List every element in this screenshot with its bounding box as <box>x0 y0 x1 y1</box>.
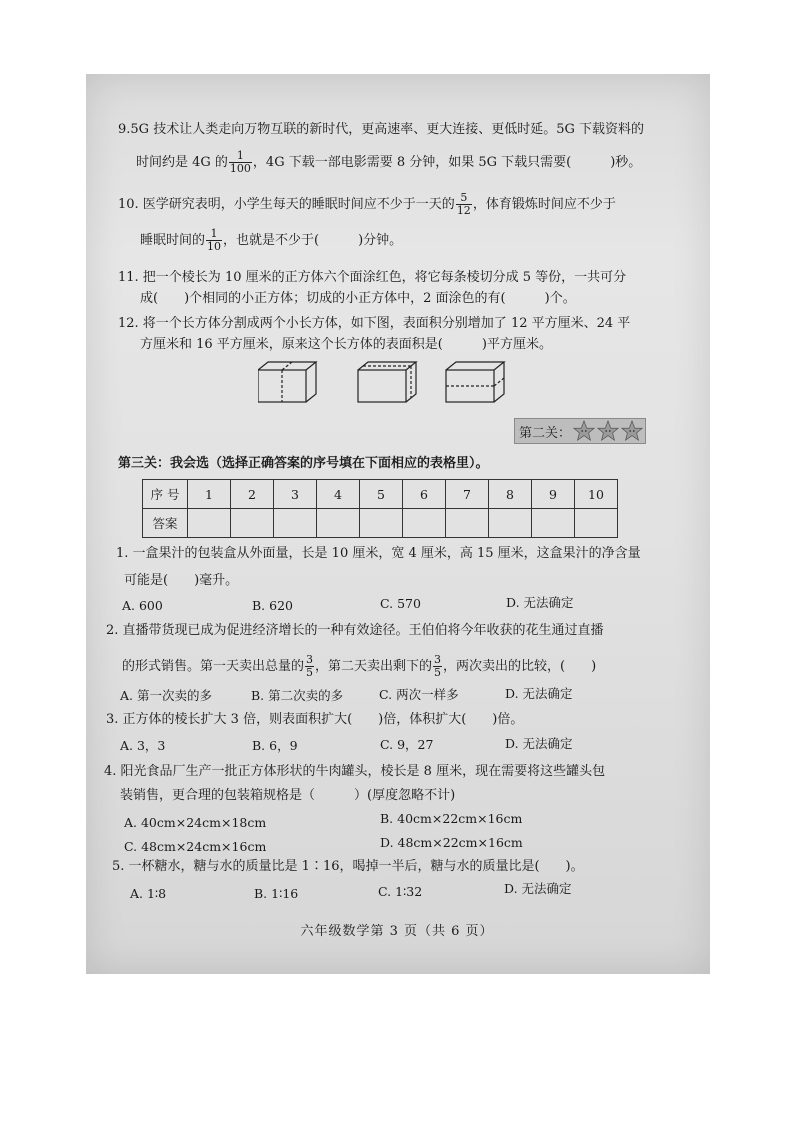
c5-option-c: C. 1∶32 <box>378 884 423 899</box>
c2-text-post: ，两次卖出的比较，( ) <box>443 659 597 674</box>
c4-option-c: C. 48cm×24cm×16cm <box>124 839 267 854</box>
c5-option-d: D. 无法确定 <box>504 881 572 896</box>
q10-fraction-2: $\frac{1}{10}$ <box>207 227 222 253</box>
q11-line2: 成( )个相同的小正方体；切成的小正方体中，2 面涂色的有( )个。 <box>140 291 576 306</box>
cuboid-diagram <box>258 360 518 410</box>
c3-option-a: A. 3，3 <box>120 738 166 753</box>
section3-title: 第三关：我会选（选择正确答案的序号填在下面相应的表格里）。 <box>118 456 489 471</box>
c4-option-d: D. 48cm×22cm×16cm <box>380 835 523 850</box>
level-badge <box>514 418 646 444</box>
answer-cell[interactable] <box>360 509 403 538</box>
c2-line1: 2. 直播带货现已成为促进经济增长的一种有效途径。王伯伯将今年收获的花生通过直播 <box>106 623 604 638</box>
c2-line2 <box>122 654 596 679</box>
table-row <box>143 509 618 538</box>
c2-option-d: D. 无法确定 <box>505 686 573 701</box>
c4-line1: 4. 阳光食品厂生产一批正方体形状的牛肉罐头，棱长是 8 厘米，现在需要将这些罐头包 <box>104 764 606 779</box>
c5-option-a: A. 1∶8 <box>130 886 167 901</box>
c3-option-c: C. 9，27 <box>380 737 434 752</box>
c1-option-d: D. 无法确定 <box>506 595 574 610</box>
c2-option-b: B. 第二次卖的多 <box>251 688 344 703</box>
level-badge-label: 第二关： <box>519 425 572 441</box>
c1-line1: 1. 一盒果汁的包装盒从外面量，长是 10 厘米，宽 4 厘米，高 15 厘米，这盒果汁的净含量 <box>116 546 641 561</box>
q10-text-pre: 10. 医学研究表明，小学生每天的睡眠时间应不少于一天的 <box>118 197 455 212</box>
answer-cell[interactable] <box>532 509 575 538</box>
answer-cell[interactable] <box>274 509 317 538</box>
cuboid-horizontal-cut <box>446 362 504 402</box>
table-cell: 5 <box>360 480 403 509</box>
c3-option-d: D. 无法确定 <box>505 736 573 751</box>
c2-fraction-2: $\frac{3}{5}$ <box>434 653 442 679</box>
c4-option-b: B. 40cm×22cm×16cm <box>380 811 523 826</box>
answer-cell[interactable] <box>489 509 532 538</box>
table-cell: 7 <box>446 480 489 509</box>
answer-cell[interactable] <box>446 509 489 538</box>
c2-option-c: C. 两次一样多 <box>379 687 459 702</box>
c4-line2: 装销售，更合理的包装箱规格是（ ）(厚度忽略不计) <box>120 788 456 803</box>
q9-line2 <box>136 150 641 175</box>
c5-line1: 5. 一杯糖水，糖与水的质量比是 1∶16，喝掉一半后，糖与水的质量比是( )。 <box>112 859 584 874</box>
table-header-cell: 序 号 <box>143 480 188 509</box>
c3-option-b: B. 6，9 <box>252 738 298 753</box>
q11-line1: 11. 把一个棱长为 10 厘米的正方体六个面涂红色，将它每条棱切分成 5 等份，一共可分 <box>118 270 627 285</box>
q9-line1: 9.5G 技术让人类走向万物互联的新时代，更高速率、更大连接、更低时延。5G 下载资料的 <box>118 122 644 137</box>
table-cell: 2 <box>231 480 274 509</box>
table-cell: 8 <box>489 480 532 509</box>
answer-cell[interactable] <box>231 509 274 538</box>
c2-text-pre: 的形式销售。第一天卖出总量的 <box>122 659 305 674</box>
cuboid-vertical-cut <box>258 362 316 402</box>
q10-line2 <box>140 228 402 253</box>
answer-cell[interactable] <box>575 509 618 538</box>
answer-cell[interactable] <box>403 509 446 538</box>
table-header-cell: 答案 <box>143 509 188 538</box>
q10-text-pre2: 睡眠时间的 <box>140 233 206 248</box>
table-row <box>143 480 618 509</box>
answer-cell[interactable] <box>188 509 231 538</box>
c1-option-c: C. 570 <box>380 596 421 611</box>
q10-fraction-1: $\frac{5}{12}$ <box>456 191 471 217</box>
c1-line2: 可能是( )毫升。 <box>124 573 239 588</box>
c1-option-b: B. 620 <box>252 598 293 613</box>
table-cell: 6 <box>403 480 446 509</box>
answer-cell[interactable] <box>317 509 360 538</box>
c3-line1: 3. 正方体的棱长扩大 3 倍，则表面积扩大( )倍，体积扩大( )倍。 <box>106 712 524 727</box>
q10-line1 <box>118 192 616 217</box>
answer-table <box>142 479 618 538</box>
star-icon <box>621 420 643 442</box>
table-cell: 4 <box>317 480 360 509</box>
c2-text-mid: ，第二天卖出剩下的 <box>315 659 433 674</box>
table-cell: 9 <box>532 480 575 509</box>
c1-option-a: A. 600 <box>122 598 163 613</box>
star-icon <box>597 420 619 442</box>
q9-text-pre: 时间约是 4G 的 <box>136 155 228 170</box>
q12-line2: 方厘米和 16 平方厘米，原来这个长方体的表面积是( )平方厘米。 <box>140 337 552 352</box>
q10-text-post2: ，也就是不少于( )分钟。 <box>223 233 403 248</box>
c2-option-a: A. 第一次卖的多 <box>120 688 212 703</box>
table-cell: 10 <box>575 480 618 509</box>
q9-text-post: ，4G 下载一部电影需要 8 分钟，如果 5G 下载只需要( )秒。 <box>252 155 642 170</box>
q9-fraction: $\frac{1}{100}$ <box>229 149 251 175</box>
table-cell: 3 <box>274 480 317 509</box>
cuboid-depth-cut <box>358 362 416 402</box>
c4-option-a: A. 40cm×24cm×18cm <box>124 815 267 830</box>
q12-line1: 12. 将一个长方体分割成两个小长方体，如下图，表面积分别增加了 12 平方厘米、24 平 <box>118 316 631 331</box>
c2-fraction-1: $\frac{3}{5}$ <box>306 653 314 679</box>
c5-option-b: B. 1∶16 <box>254 886 299 901</box>
table-cell: 1 <box>188 480 231 509</box>
star-icon <box>573 420 595 442</box>
q10-text-post: ，体育锻炼时间应不少于 <box>472 197 616 212</box>
page-footer: 六年级数学第 3 页（共 6 页） <box>300 924 494 939</box>
